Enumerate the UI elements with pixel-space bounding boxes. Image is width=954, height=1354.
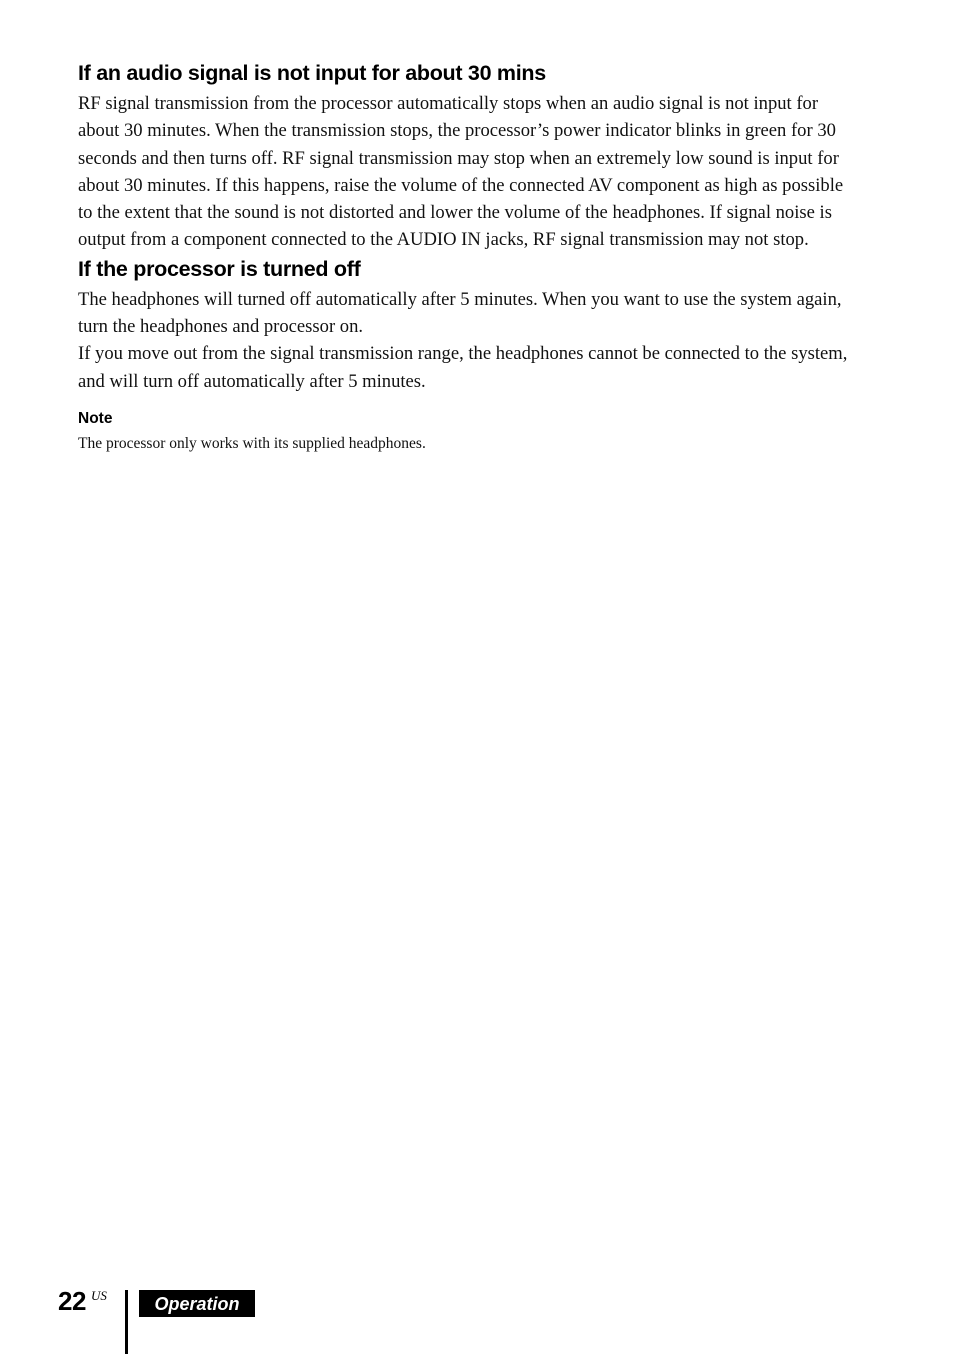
paragraph-headphones-auto-off: The headphones will turned off automatically after 5 minutes. When you want to use the system again, turn the headphones and processor on. bbox=[78, 288, 842, 338]
section-heading-processor-off: If the processor is turned off bbox=[78, 256, 361, 281]
page-region-suffix: US bbox=[91, 1288, 107, 1303]
paragraph-no-audio-signal: RF signal transmission from the processor automatically stops when an audio signal is not input for about 30 minutes. When the transmission stops, the processor’s power indicator blinks in green for 30 seconds and then turns off. RF signal transmission may stop when an extremely low sound is input for about 30 minutes. If this happens, raise the volume of the connected AV component as high as possible to the extent that the sound is not distorted and lower the volume of the headphones. If signal noise is output from a component connected to the AUDIO IN jacks, RF signal transmission may not stop. bbox=[78, 93, 844, 251]
page-number: 22 bbox=[58, 1286, 86, 1316]
section-tab-label: Operation bbox=[154, 1293, 240, 1314]
paragraph-out-of-range: If you move out from the signal transmission range, the headphones cannot be connected to the system, and will turn off automatically after 5 minutes. bbox=[78, 343, 848, 392]
footer-vertical-rule bbox=[125, 1290, 128, 1354]
note-text: The processor only works with its supplied headphones. bbox=[78, 434, 426, 452]
page-content bbox=[78, 58, 848, 454]
note-heading: Note bbox=[78, 409, 113, 427]
section-heading-no-audio-signal: If an audio signal is not input for about 30 mins bbox=[78, 61, 546, 85]
section-tab bbox=[139, 1290, 255, 1317]
